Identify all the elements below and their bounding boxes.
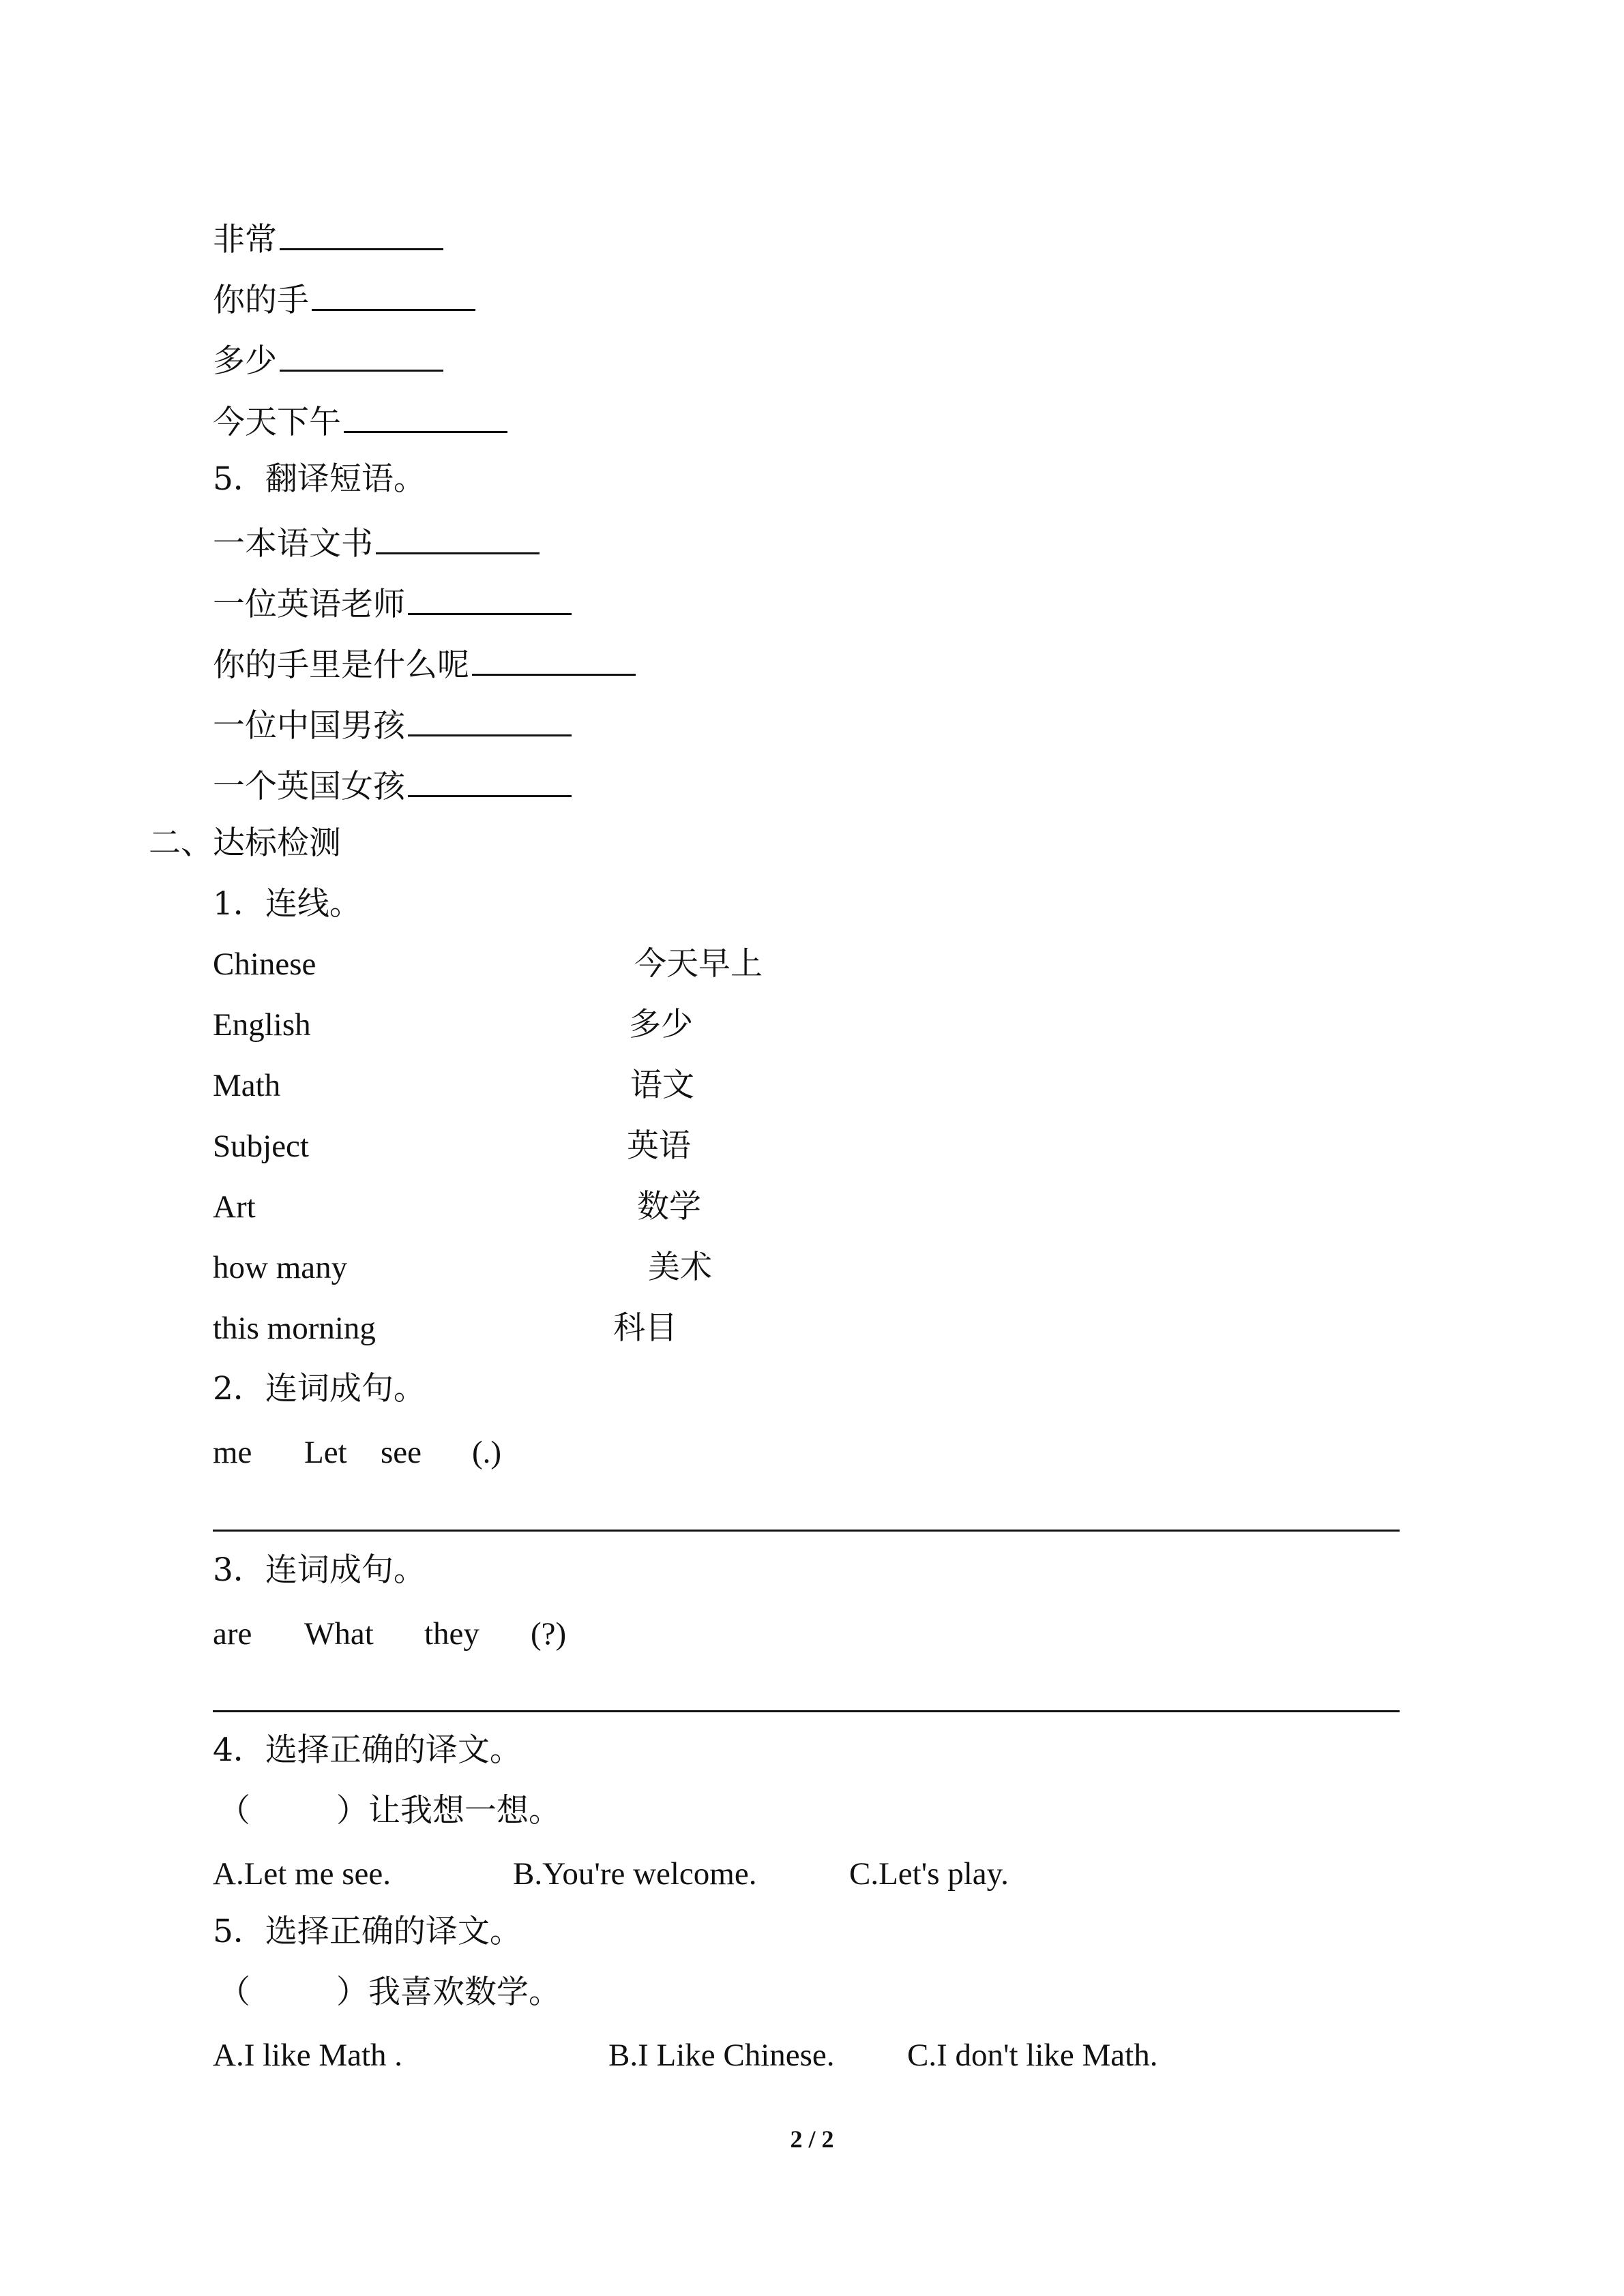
vocab-item: 非常 [213,215,443,260]
answer-blank[interactable] [376,520,540,554]
choice-prompt: （ ）让我想一想。 [218,1792,561,1830]
question-heading: 1．连线。 [213,885,361,923]
match-left-item[interactable]: Math [213,1068,281,1103]
question-heading: 3．连词成句。 [213,1551,426,1589]
page-number: 2 / 2 [790,2126,834,2153]
question-heading: 4．选择正确的译文。 [213,1731,522,1769]
match-right-item[interactable]: 数学 [637,1188,701,1225]
scrambled-word: me [213,1435,252,1470]
scrambled-word: are [213,1616,252,1652]
answer-paren[interactable]: （ ） [218,1792,368,1830]
answer-blank[interactable] [408,580,572,615]
answer-blank[interactable] [472,641,636,676]
vocab-item: 今天下午 [213,398,507,443]
scrambled-word: they [424,1616,479,1652]
match-right-item[interactable]: 语文 [630,1067,694,1104]
choice-option[interactable]: C.Let's play. [849,1856,1009,1892]
choice-option[interactable]: A.Let me see. [213,1856,392,1892]
phrase-item: 一本语文书 [213,520,540,565]
match-right-item[interactable]: 科目 [613,1309,677,1347]
match-right-item[interactable]: 多少 [629,1006,693,1043]
phrase-item: 一位中国男孩 [213,702,572,747]
choice-option[interactable]: A.I like Math . [213,2038,403,2073]
match-right-item[interactable]: 美术 [648,1249,712,1286]
vocab-item: 你的手 [213,276,475,321]
section-heading: 5．翻译短语。 [213,460,426,498]
answer-line[interactable] [213,1530,1400,1532]
answer-blank[interactable] [280,215,443,250]
scrambled-word: (.) [472,1435,502,1470]
answer-line[interactable] [213,1710,1400,1712]
match-left-item[interactable]: Art [213,1189,256,1225]
answer-blank[interactable] [344,398,507,433]
choice-option[interactable]: B.You're welcome. [513,1856,757,1892]
match-left-item[interactable]: Chinese [213,946,316,982]
question-heading: 5．选择正确的译文。 [213,1913,522,1950]
question-heading: 2．连词成句。 [213,1370,426,1407]
vocab-item: 多少 [213,337,443,382]
phrase-item: 一个英国女孩 [213,762,572,807]
answer-blank[interactable] [312,276,475,311]
choice-prompt: （ ）我喜欢数学。 [218,1973,561,2011]
match-left-item[interactable]: Subject [213,1129,309,1164]
part-heading: 二、达标检测 [149,824,341,862]
answer-paren[interactable]: （ ） [218,1973,368,2011]
scrambled-word: see [381,1435,422,1470]
choice-option[interactable]: C.I don't like Math. [907,2038,1158,2073]
scrambled-word: Let [304,1435,347,1470]
phrase-item: 一位英语老师 [213,580,572,625]
choice-option[interactable]: B.I Like Chinese. [608,2038,835,2073]
match-left-item[interactable]: English [213,1007,311,1043]
phrase-item: 你的手里是什么呢 [213,641,636,686]
scrambled-word: (?) [531,1616,567,1652]
match-right-item[interactable]: 英语 [627,1127,691,1165]
match-right-item[interactable]: 今天早上 [634,945,763,983]
match-left-item[interactable]: this morning [213,1311,376,1346]
answer-blank[interactable] [408,702,572,736]
match-left-item[interactable]: how many [213,1250,348,1285]
scrambled-word: What [304,1616,374,1652]
answer-blank[interactable] [408,762,572,797]
answer-blank[interactable] [280,337,443,372]
